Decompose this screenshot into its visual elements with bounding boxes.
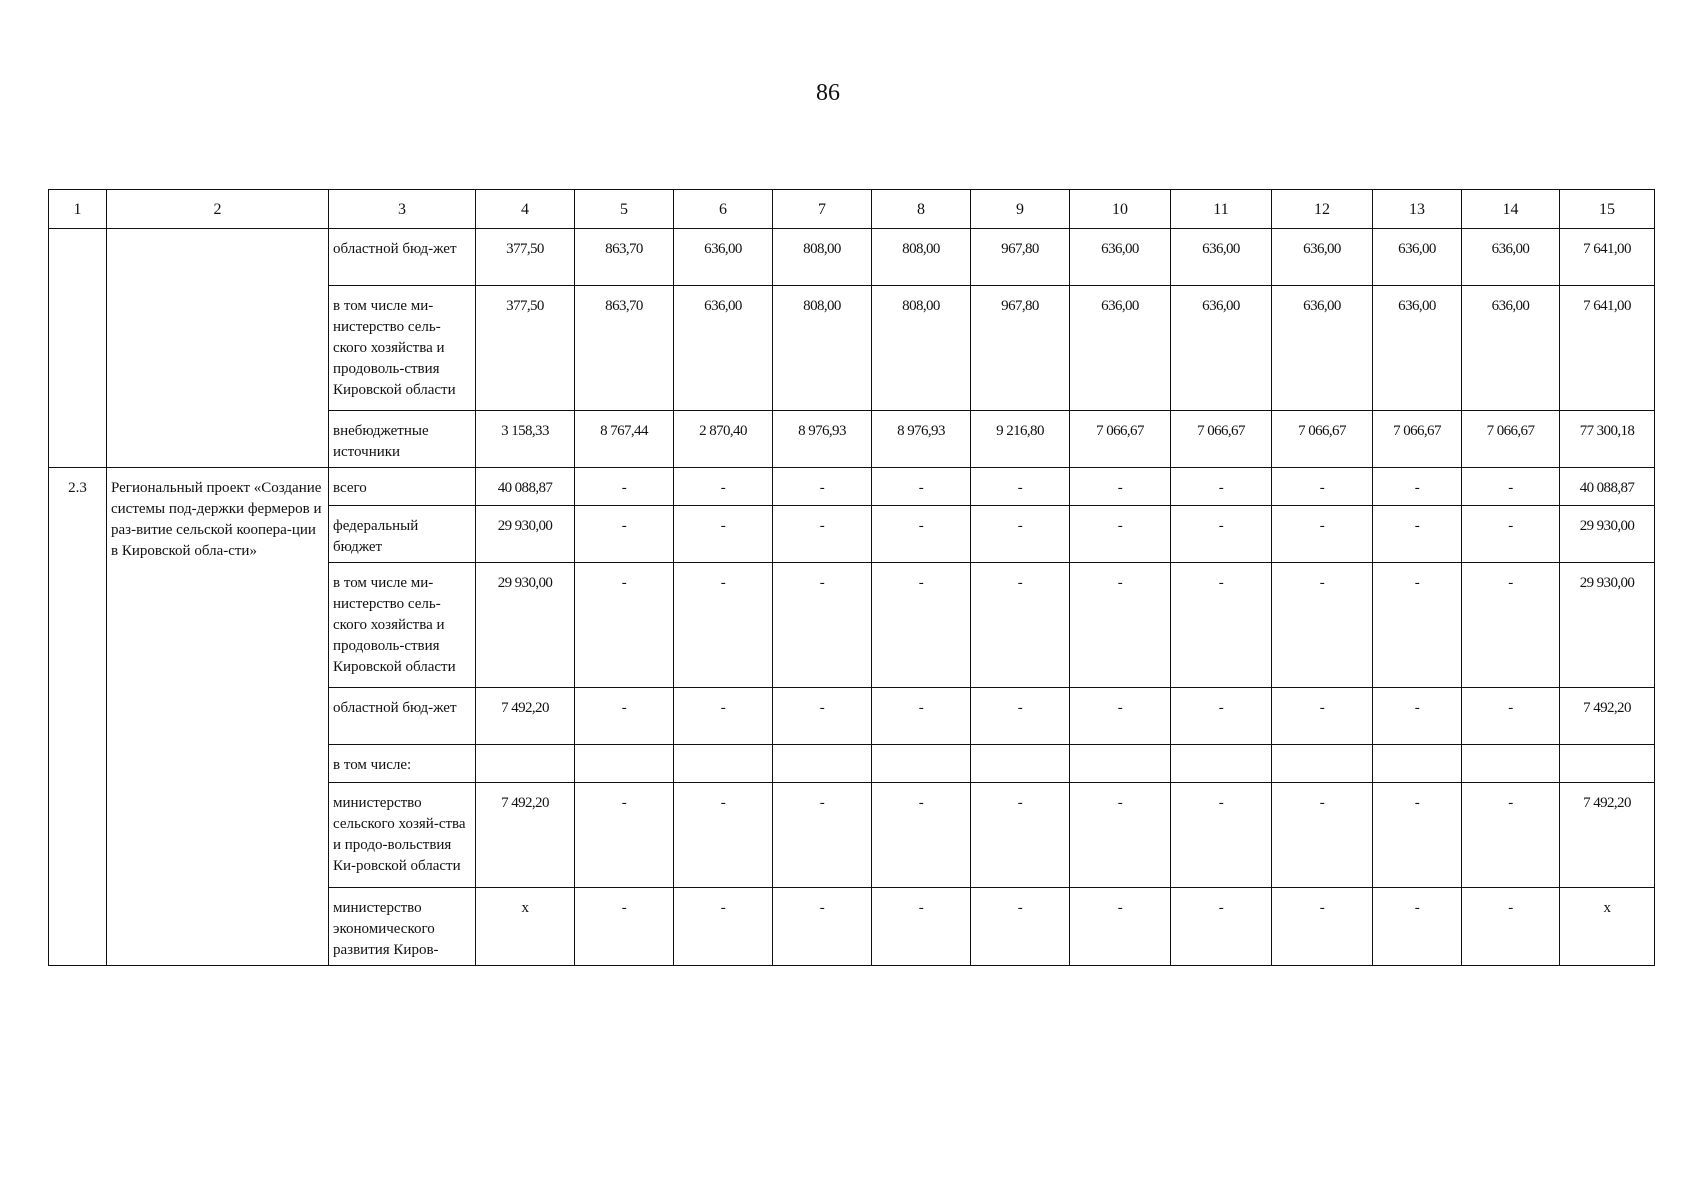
value-cell: -	[1070, 688, 1171, 745]
row-label: внебюджетные источники	[329, 411, 476, 468]
value-cell: 636,00	[1272, 286, 1373, 411]
value-cell: -	[971, 506, 1070, 563]
value-cell: -	[773, 563, 872, 688]
value-cell: 808,00	[872, 286, 971, 411]
value-cell: 863,70	[575, 286, 674, 411]
value-cell: 967,80	[971, 229, 1070, 286]
value-cell: -	[773, 688, 872, 745]
header-cell: 13	[1373, 190, 1462, 229]
header-cell: 2	[107, 190, 329, 229]
value-cell: -	[872, 563, 971, 688]
value-cell: -	[1373, 563, 1462, 688]
value-cell: -	[971, 888, 1070, 966]
value-cell: 636,00	[1171, 229, 1272, 286]
value-cell: -	[1272, 688, 1373, 745]
value-cell: -	[1171, 563, 1272, 688]
value-cell	[1560, 745, 1655, 783]
header-cell: 15	[1560, 190, 1655, 229]
header-cell: 3	[329, 190, 476, 229]
value-cell: -	[1070, 506, 1171, 563]
value-cell: 808,00	[773, 286, 872, 411]
value-cell: -	[773, 468, 872, 506]
value-cell: -	[1171, 468, 1272, 506]
value-cell: -	[872, 888, 971, 966]
value-cell: -	[971, 688, 1070, 745]
value-cell: 636,00	[674, 286, 773, 411]
row-label: в том числе:	[329, 745, 476, 783]
value-cell: -	[773, 888, 872, 966]
row-label: областной бюд-жет	[329, 688, 476, 745]
value-cell	[1272, 745, 1373, 783]
table-body	[49, 190, 1655, 966]
value-cell: -	[1272, 506, 1373, 563]
table-row	[49, 229, 1655, 286]
value-cell: -	[872, 783, 971, 888]
value-cell: -	[1272, 888, 1373, 966]
value-cell: -	[674, 783, 773, 888]
value-cell: -	[1462, 506, 1560, 563]
value-cell: 29 930,00	[1560, 563, 1655, 688]
value-cell: 8 976,93	[872, 411, 971, 468]
value-cell: -	[1272, 563, 1373, 688]
value-cell: x	[476, 888, 575, 966]
value-cell: 377,50	[476, 286, 575, 411]
value-cell: -	[1272, 783, 1373, 888]
value-cell: 7 066,67	[1070, 411, 1171, 468]
row-label: федеральный бюджет	[329, 506, 476, 563]
header-cell: 1	[49, 190, 107, 229]
value-cell: -	[971, 563, 1070, 688]
value-cell	[773, 745, 872, 783]
value-cell: -	[1373, 688, 1462, 745]
value-cell: 7 066,67	[1373, 411, 1462, 468]
project-name-cell	[107, 229, 329, 468]
value-cell	[1070, 745, 1171, 783]
value-cell: -	[1462, 563, 1560, 688]
value-cell: -	[1070, 468, 1171, 506]
value-cell: -	[773, 783, 872, 888]
value-cell: -	[674, 888, 773, 966]
row-label: всего	[329, 468, 476, 506]
value-cell: -	[674, 688, 773, 745]
value-cell: 29 930,00	[476, 506, 575, 563]
header-cell: 7	[773, 190, 872, 229]
header-cell: 11	[1171, 190, 1272, 229]
budget-table	[48, 189, 1655, 966]
row-number-cell	[49, 229, 107, 468]
value-cell: 636,00	[1070, 286, 1171, 411]
value-cell: -	[1373, 783, 1462, 888]
value-cell: -	[575, 888, 674, 966]
section-title: Региональный проект «Создание системы под-держки фермеров и раз-витие сельской коопера-ции в Кировской обла-сти»	[107, 468, 329, 966]
value-cell: x	[1560, 888, 1655, 966]
value-cell: 40 088,87	[476, 468, 575, 506]
value-cell: -	[674, 506, 773, 563]
value-cell: 29 930,00	[476, 563, 575, 688]
value-cell: 636,00	[1272, 229, 1373, 286]
value-cell: -	[1462, 688, 1560, 745]
value-cell: 636,00	[1462, 229, 1560, 286]
row-label: в том числе ми-нистерство сель-ского хозяйства и продоволь-ствия Кировской области	[329, 286, 476, 411]
value-cell: -	[674, 563, 773, 688]
value-cell: 636,00	[1462, 286, 1560, 411]
value-cell: 636,00	[674, 229, 773, 286]
value-cell: 636,00	[1373, 229, 1462, 286]
value-cell: -	[872, 506, 971, 563]
header-cell: 5	[575, 190, 674, 229]
header-cell: 9	[971, 190, 1070, 229]
header-cell: 8	[872, 190, 971, 229]
value-cell: 8 976,93	[773, 411, 872, 468]
value-cell: 7 492,20	[476, 783, 575, 888]
value-cell: -	[575, 688, 674, 745]
value-cell: 29 930,00	[1560, 506, 1655, 563]
table-row	[49, 468, 1655, 506]
value-cell: -	[1070, 888, 1171, 966]
section-number: 2.3	[49, 468, 107, 966]
value-cell	[872, 745, 971, 783]
value-cell: 77 300,18	[1560, 411, 1655, 468]
value-cell: 636,00	[1373, 286, 1462, 411]
value-cell: -	[773, 506, 872, 563]
value-cell: 7 641,00	[1560, 286, 1655, 411]
header-cell: 14	[1462, 190, 1560, 229]
header-cell: 4	[476, 190, 575, 229]
value-cell: 7 492,20	[1560, 783, 1655, 888]
value-cell: -	[1070, 563, 1171, 688]
value-cell: 863,70	[575, 229, 674, 286]
value-cell: 377,50	[476, 229, 575, 286]
value-cell: -	[872, 468, 971, 506]
value-cell	[476, 745, 575, 783]
value-cell: -	[1373, 468, 1462, 506]
value-cell: -	[1272, 468, 1373, 506]
value-cell: 7 492,20	[1560, 688, 1655, 745]
value-cell	[971, 745, 1070, 783]
value-cell: -	[1171, 506, 1272, 563]
header-row	[49, 190, 1655, 229]
row-label: министерство сельского хозяй-ства и продо-вольствия Ки-ровской области	[329, 783, 476, 888]
value-cell: -	[1070, 783, 1171, 888]
value-cell: -	[575, 783, 674, 888]
value-cell: 808,00	[773, 229, 872, 286]
value-cell: 636,00	[1171, 286, 1272, 411]
value-cell: -	[674, 468, 773, 506]
value-cell: 8 767,44	[575, 411, 674, 468]
value-cell: -	[1171, 888, 1272, 966]
value-cell: -	[971, 783, 1070, 888]
value-cell: 7 066,67	[1462, 411, 1560, 468]
value-cell: -	[1462, 783, 1560, 888]
value-cell: 7 066,67	[1171, 411, 1272, 468]
row-label: в том числе ми-нистерство сель-ского хозяйства и продоволь-ствия Кировской области	[329, 563, 476, 688]
value-cell: -	[872, 688, 971, 745]
value-cell: -	[1373, 506, 1462, 563]
row-label: областной бюд-жет	[329, 229, 476, 286]
value-cell: -	[1171, 688, 1272, 745]
value-cell: -	[575, 563, 674, 688]
value-cell: 967,80	[971, 286, 1070, 411]
value-cell	[1462, 745, 1560, 783]
value-cell: -	[971, 468, 1070, 506]
value-cell: 7 066,67	[1272, 411, 1373, 468]
row-label: министерство экономического развития Киров-	[329, 888, 476, 966]
value-cell	[575, 745, 674, 783]
value-cell: 636,00	[1070, 229, 1171, 286]
value-cell: 808,00	[872, 229, 971, 286]
value-cell: 3 158,33	[476, 411, 575, 468]
header-cell: 6	[674, 190, 773, 229]
value-cell: -	[1171, 783, 1272, 888]
value-cell: 7 492,20	[476, 688, 575, 745]
page-number: 86	[816, 80, 840, 106]
value-cell: -	[1373, 888, 1462, 966]
value-cell: 2 870,40	[674, 411, 773, 468]
value-cell: -	[1462, 888, 1560, 966]
header-cell: 10	[1070, 190, 1171, 229]
header-cell: 12	[1272, 190, 1373, 229]
value-cell	[1171, 745, 1272, 783]
value-cell	[1373, 745, 1462, 783]
value-cell: -	[575, 506, 674, 563]
value-cell: 7 641,00	[1560, 229, 1655, 286]
value-cell	[674, 745, 773, 783]
value-cell: -	[1462, 468, 1560, 506]
value-cell: -	[575, 468, 674, 506]
value-cell: 40 088,87	[1560, 468, 1655, 506]
value-cell: 9 216,80	[971, 411, 1070, 468]
